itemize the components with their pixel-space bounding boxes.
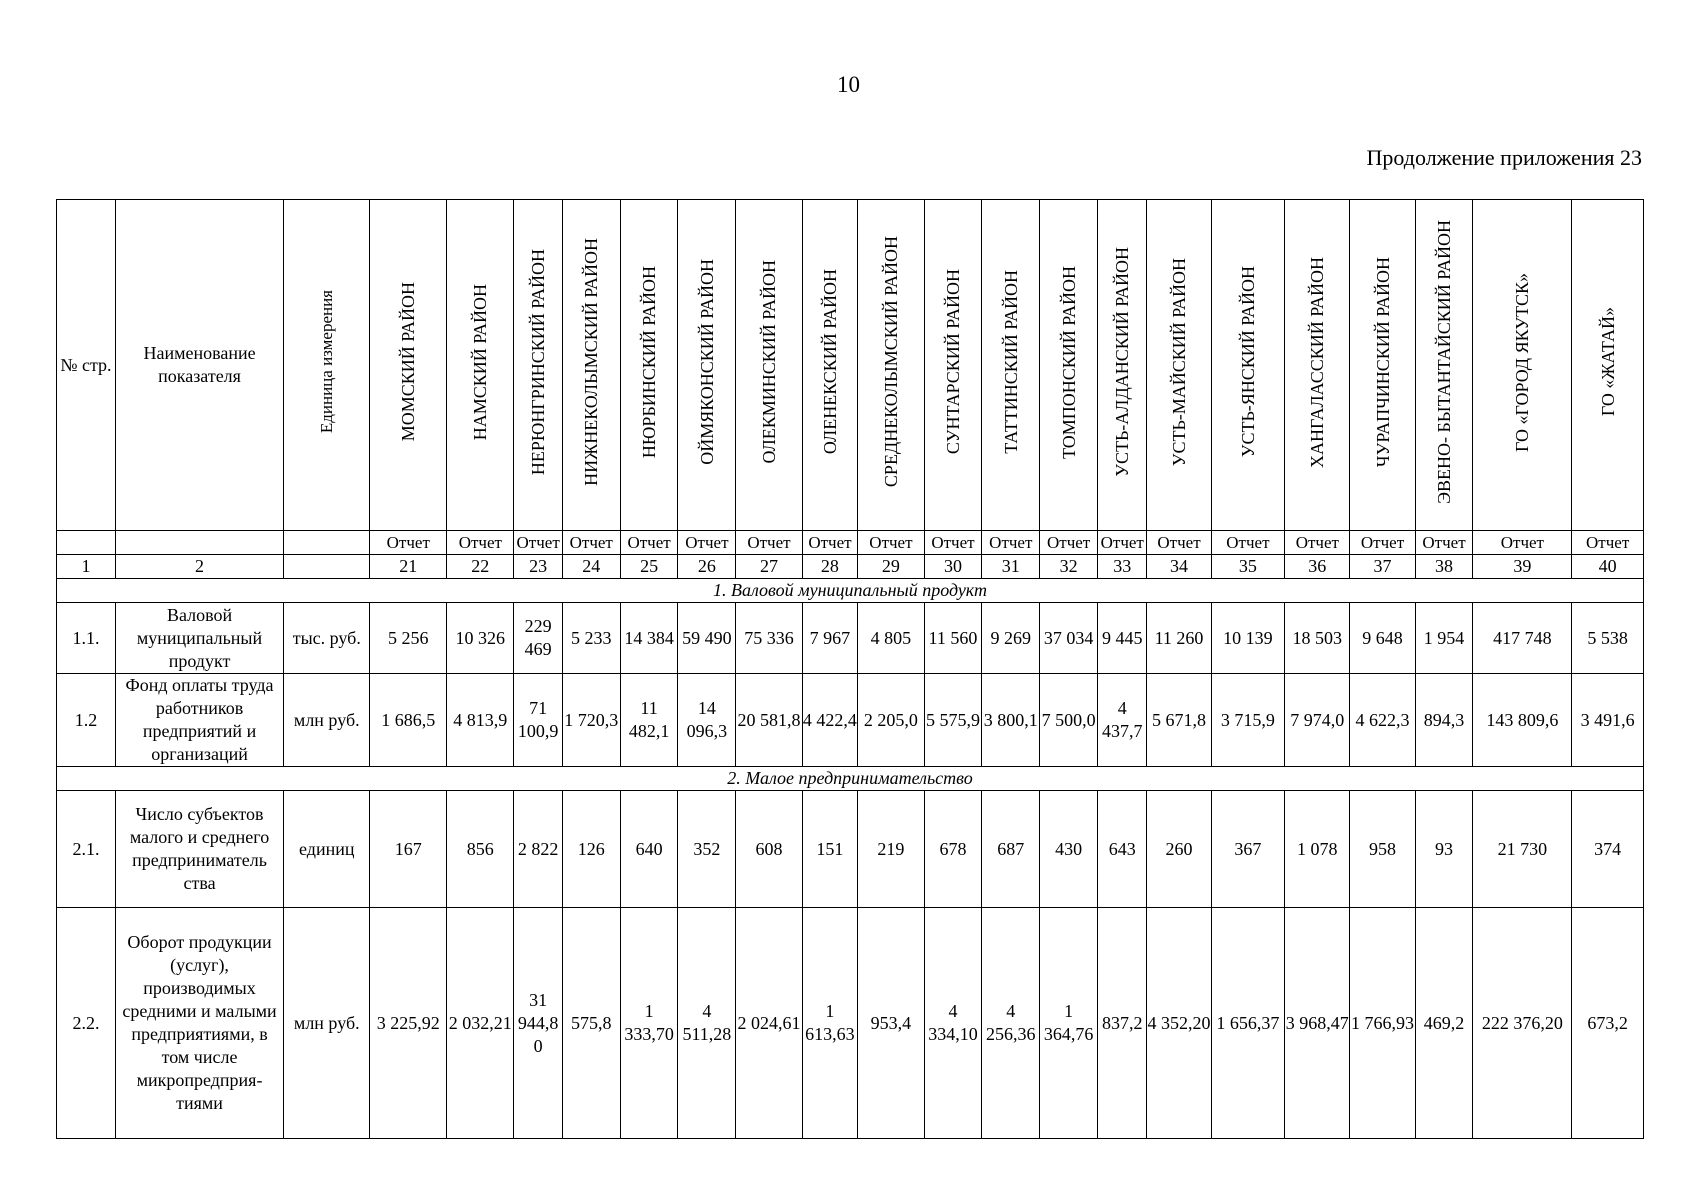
value-cell: 10 139	[1211, 603, 1285, 674]
value-cell: 1 766,93	[1350, 908, 1415, 1139]
value-cell: 11 260	[1147, 603, 1211, 674]
column-number: 25	[620, 555, 678, 579]
unit-of-measure: млн руб.	[284, 674, 370, 767]
value-cell: 1 613,63	[802, 908, 858, 1139]
column-number: 37	[1350, 555, 1415, 579]
district-name: ЧУРАПЧИНСКИЙ РАЙОН	[1372, 256, 1393, 468]
district-name: УСТЬ-ЯНСКИЙ РАЙОН	[1237, 266, 1258, 458]
value-cell: 4 813,9	[447, 674, 514, 767]
value-cell: 3 491,6	[1572, 674, 1644, 767]
value-cell: 1 078	[1285, 791, 1350, 908]
value-cell: 1 720,3	[562, 674, 620, 767]
district-name: ГО «ГОРОД ЯКУТСК»	[1512, 272, 1533, 452]
header-district	[514, 200, 562, 531]
value-cell: 151	[802, 791, 858, 908]
section-title: 1. Валовой муниципальный продукт	[57, 579, 1644, 603]
report-label: Отчет	[1473, 531, 1572, 555]
column-number: 27	[736, 555, 802, 579]
header-district	[447, 200, 514, 531]
value-cell: 59 490	[678, 603, 736, 674]
value-cell: 93	[1415, 791, 1473, 908]
value-cell: 11 482,1	[620, 674, 678, 767]
table-row	[57, 603, 1644, 674]
value-cell: 18 503	[1285, 603, 1350, 674]
column-number	[284, 555, 370, 579]
column-number: 29	[858, 555, 924, 579]
value-cell: 260	[1147, 791, 1211, 908]
value-cell: 687	[982, 791, 1040, 908]
value-cell: 4 622,3	[1350, 674, 1415, 767]
value-cell: 1 364,76	[1040, 908, 1098, 1139]
column-number: 31	[982, 555, 1040, 579]
value-cell: 4 511,28	[678, 908, 736, 1139]
column-number: 35	[1211, 555, 1285, 579]
unit-of-measure: единиц	[284, 791, 370, 908]
value-cell: 575,8	[562, 908, 620, 1139]
value-cell: 3 968,47	[1285, 908, 1350, 1139]
section-title: 2. Малое предпринимательство	[57, 767, 1644, 791]
district-name: НЕРЮНГРИНСКИЙ РАЙОН	[528, 248, 549, 476]
value-cell: 837,2	[1098, 908, 1147, 1139]
header-district	[1147, 200, 1211, 531]
district-name: СРЕДНЕКОЛЫМСКИЙ РАЙОН	[880, 236, 901, 488]
district-name: ОЛЕНЕКСКИЙ РАЙОН	[819, 269, 840, 455]
value-cell: 2 024,61	[736, 908, 802, 1139]
table-row	[57, 674, 1644, 767]
header-district	[1211, 200, 1285, 531]
value-cell: 3 800,1	[982, 674, 1040, 767]
value-cell: 1 656,37	[1211, 908, 1285, 1139]
column-number: 23	[514, 555, 562, 579]
district-name: ХАНГАЛАССКИЙ РАЙОН	[1307, 256, 1328, 468]
value-cell: 14 096,3	[678, 674, 736, 767]
value-cell: 643	[1098, 791, 1147, 908]
indicator-name: Оборот продукции (услуг), производимых средними и малыми предприятиями, в том числе микропредприя-тиями	[115, 908, 283, 1139]
district-name: НАМСКИЙ РАЙОН	[470, 283, 491, 441]
page-number: 10	[837, 72, 860, 97]
header-district	[1098, 200, 1147, 531]
value-cell: 5 575,9	[924, 674, 982, 767]
value-cell: 11 560	[924, 603, 982, 674]
value-cell: 4 422,4	[802, 674, 858, 767]
report-label: Отчет	[1350, 531, 1415, 555]
header-district	[620, 200, 678, 531]
header-unit	[284, 200, 370, 531]
column-number-row	[57, 555, 1644, 579]
table-row	[57, 908, 1644, 1139]
row-number: 2.2.	[57, 908, 116, 1139]
header-district	[1285, 200, 1350, 531]
header-district	[1040, 200, 1098, 531]
value-cell: 430	[1040, 791, 1098, 908]
district-name: ТАТТИНСКИЙ РАЙОН	[1000, 270, 1021, 454]
value-cell: 640	[620, 791, 678, 908]
column-number: 34	[1147, 555, 1211, 579]
value-cell: 1 333,70	[620, 908, 678, 1139]
section-row	[57, 767, 1644, 791]
district-name: УСТЬ-АЛДАНСКИЙ РАЙОН	[1112, 247, 1133, 477]
value-cell: 4 437,7	[1098, 674, 1147, 767]
column-number: 36	[1285, 555, 1350, 579]
column-number: 33	[1098, 555, 1147, 579]
report-label: Отчет	[678, 531, 736, 555]
row-number: 2.1.	[57, 791, 116, 908]
report-label: Отчет	[1040, 531, 1098, 555]
value-cell: 678	[924, 791, 982, 908]
appendix-note: Продолжение приложения 23	[1366, 145, 1642, 170]
value-cell: 367	[1211, 791, 1285, 908]
header-district	[1350, 200, 1415, 531]
column-number: 2	[115, 555, 283, 579]
value-cell: 126	[562, 791, 620, 908]
value-cell: 608	[736, 791, 802, 908]
header-name: Наименование показателя	[115, 200, 283, 531]
value-cell: 9 648	[1350, 603, 1415, 674]
indicators-table	[56, 199, 1644, 1139]
header-unit-label: Единица измерения	[316, 290, 336, 434]
value-cell: 9 445	[1098, 603, 1147, 674]
value-cell: 229 469	[514, 603, 562, 674]
report-label: Отчет	[514, 531, 562, 555]
value-cell: 352	[678, 791, 736, 908]
district-name: ТОМПОНСКИЙ РАЙОН	[1058, 265, 1079, 459]
value-cell: 958	[1350, 791, 1415, 908]
report-label: Отчет	[620, 531, 678, 555]
header-district	[370, 200, 447, 531]
report-label: Отчет	[562, 531, 620, 555]
value-cell: 4 256,36	[982, 908, 1040, 1139]
district-name: УСТЬ-МАЙСКИЙ РАЙОН	[1169, 257, 1190, 467]
district-name: МОМСКИЙ РАЙОН	[398, 282, 419, 442]
value-cell: 4 334,10	[924, 908, 982, 1139]
value-cell: 37 034	[1040, 603, 1098, 674]
value-cell: 5 538	[1572, 603, 1644, 674]
header-district	[858, 200, 924, 531]
value-cell: 219	[858, 791, 924, 908]
value-cell: 3 715,9	[1211, 674, 1285, 767]
value-cell: 1 686,5	[370, 674, 447, 767]
column-number: 40	[1572, 555, 1644, 579]
value-cell: 7 974,0	[1285, 674, 1350, 767]
value-cell: 14 384	[620, 603, 678, 674]
header-district	[1572, 200, 1644, 531]
value-cell: 1 954	[1415, 603, 1473, 674]
header-district	[982, 200, 1040, 531]
value-cell: 20 581,8	[736, 674, 802, 767]
header-num: № стр.	[57, 200, 116, 531]
header-district	[678, 200, 736, 531]
column-number: 39	[1473, 555, 1572, 579]
value-cell: 75 336	[736, 603, 802, 674]
column-number: 21	[370, 555, 447, 579]
header-district	[736, 200, 802, 531]
value-cell: 5 233	[562, 603, 620, 674]
indicator-name: Число субъектов малого и среднего предприниматель ства	[115, 791, 283, 908]
value-cell: 7 967	[802, 603, 858, 674]
column-number: 38	[1415, 555, 1473, 579]
report-label: Отчет	[1147, 531, 1211, 555]
indicator-name: Фонд оплаты труда работников предприятий и организаций	[115, 674, 283, 767]
value-cell: 469,2	[1415, 908, 1473, 1139]
column-number: 28	[802, 555, 858, 579]
value-cell: 2 822	[514, 791, 562, 908]
district-name: ГО «ЖАТАЙ»	[1597, 307, 1618, 417]
report-label: Отчет	[1211, 531, 1285, 555]
district-name: ОЛЕКМИНСКИЙ РАЙОН	[758, 260, 779, 464]
header-row	[57, 200, 1644, 531]
report-label: Отчет	[1572, 531, 1644, 555]
indicator-name: Валовой муниципальный продукт	[115, 603, 283, 674]
section-row	[57, 579, 1644, 603]
column-number: 24	[562, 555, 620, 579]
value-cell: 9 269	[982, 603, 1040, 674]
header-district	[924, 200, 982, 531]
district-name: ЭВЕНО- БЫТАНТАЙСКИЙ РАЙОН	[1434, 220, 1455, 504]
value-cell: 71 100,9	[514, 674, 562, 767]
value-cell: 143 809,6	[1473, 674, 1572, 767]
report-label: Отчет	[370, 531, 447, 555]
row-number: 1.1.	[57, 603, 116, 674]
value-cell: 417 748	[1473, 603, 1572, 674]
value-cell: 4 352,20	[1147, 908, 1211, 1139]
value-cell: 2 032,21	[447, 908, 514, 1139]
value-cell: 673,2	[1572, 908, 1644, 1139]
header-district	[802, 200, 858, 531]
column-number: 32	[1040, 555, 1098, 579]
column-number: 30	[924, 555, 982, 579]
column-number: 1	[57, 555, 116, 579]
report-label: Отчет	[1098, 531, 1147, 555]
report-empty-cell	[57, 531, 116, 555]
value-cell: 21 730	[1473, 791, 1572, 908]
report-label: Отчет	[858, 531, 924, 555]
value-cell: 167	[370, 791, 447, 908]
value-cell: 7 500,0	[1040, 674, 1098, 767]
report-label: Отчет	[1285, 531, 1350, 555]
district-name: ОЙМЯКОНСКИЙ РАЙОН	[696, 259, 717, 465]
report-label: Отчет	[982, 531, 1040, 555]
column-number: 26	[678, 555, 736, 579]
row-number: 1.2	[57, 674, 116, 767]
report-label: Отчет	[1415, 531, 1473, 555]
report-label-row	[57, 531, 1644, 555]
district-name: НИЖНЕКОЛЫМСКИЙ РАЙОН	[581, 238, 602, 486]
value-cell: 222 376,20	[1473, 908, 1572, 1139]
value-cell: 3 225,92	[370, 908, 447, 1139]
report-empty-cell	[284, 531, 370, 555]
value-cell: 31 944,80	[514, 908, 562, 1139]
unit-of-measure: тыс. руб.	[284, 603, 370, 674]
unit-of-measure: млн руб.	[284, 908, 370, 1139]
report-empty-cell	[115, 531, 283, 555]
report-label: Отчет	[924, 531, 982, 555]
column-number: 22	[447, 555, 514, 579]
value-cell: 4 805	[858, 603, 924, 674]
value-cell: 5 256	[370, 603, 447, 674]
header-district	[1415, 200, 1473, 531]
district-name: НЮРБИНСКИЙ РАЙОН	[639, 265, 660, 459]
report-label: Отчет	[736, 531, 802, 555]
table-row	[57, 791, 1644, 908]
header-district	[562, 200, 620, 531]
value-cell: 5 671,8	[1147, 674, 1211, 767]
value-cell: 2 205,0	[858, 674, 924, 767]
value-cell: 374	[1572, 791, 1644, 908]
district-name: СУНТАРСКИЙ РАЙОН	[942, 269, 963, 455]
value-cell: 856	[447, 791, 514, 908]
value-cell: 953,4	[858, 908, 924, 1139]
value-cell: 894,3	[1415, 674, 1473, 767]
value-cell: 10 326	[447, 603, 514, 674]
header-district	[1473, 200, 1572, 531]
report-label: Отчет	[802, 531, 858, 555]
report-label: Отчет	[447, 531, 514, 555]
